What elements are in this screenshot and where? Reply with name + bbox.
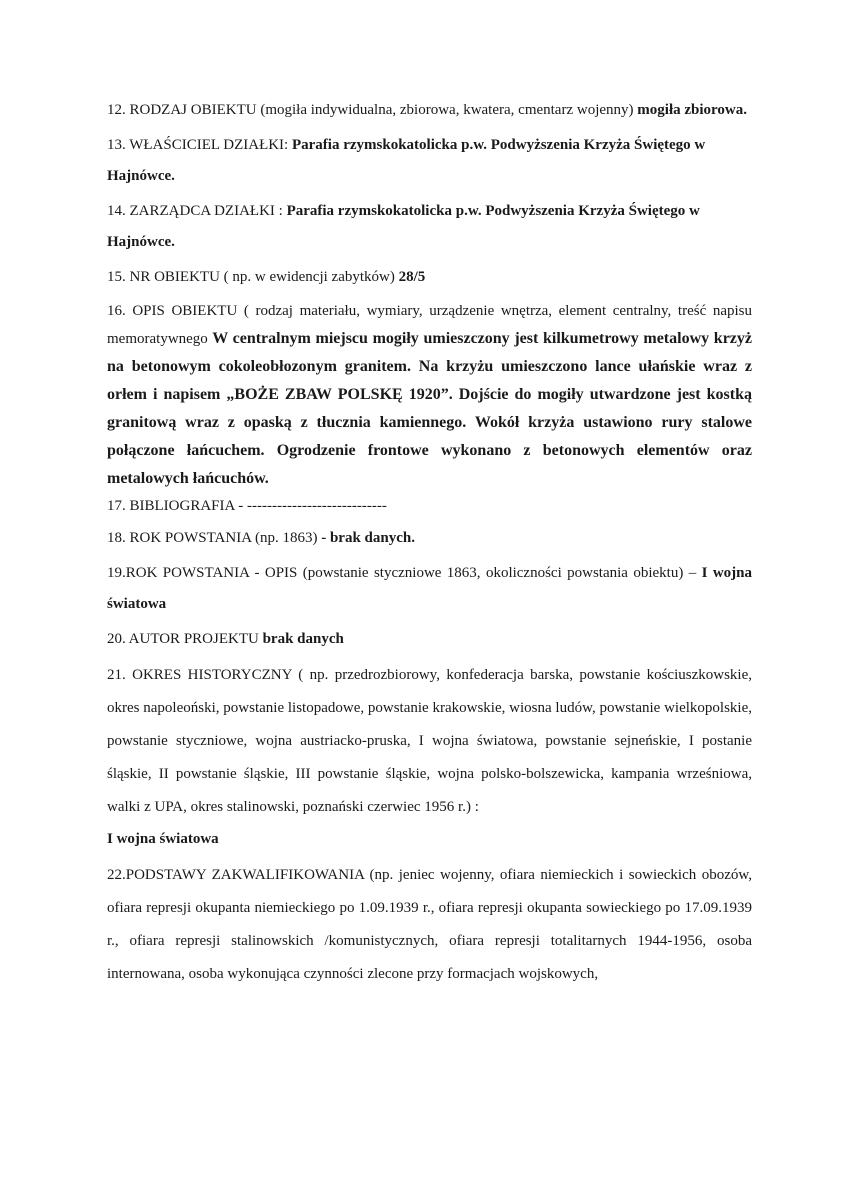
item-19-value: I wojna światowa <box>107 565 752 612</box>
item-21-label: 21. OKRES HISTORYCZNY ( np. przedrozbiorowy, konfederacja barska, powstanie kościuszkowskie, okres napoleoński, powstanie listopadowe, powstanie krakowskie, wiosna ludów, powstanie wielkopolskie, powstanie styczniowe, wojna austriacko-pruska, I wojna światowa, powstanie sejneńskie, I postanie śląskie, II powstanie śląskie, III powstanie śląskie, wojna polsko-bolszewicka, kampania wrześniowa, walki z UPA, okres stalinowski, poznański czerwiec 1956 r.) : <box>107 667 752 815</box>
item-16-object-description <box>107 297 752 493</box>
item-20-value: brak danych <box>262 631 344 647</box>
item-17-label: 17. BIBLIOGRAFIA - ---------------------------- <box>107 498 387 514</box>
item-16-value: W centralnym miejscu mogiły umieszczony jest kilkumetrowy metalowy krzyż na betonowym cokoleobłozonym granitem. Na krzyżu umieszczono lance ułańskie wraz z orłem i napisem „BOŻE ZBAW POLSKĘ 1920”. Dojście do mogiły utwardzone jest kostką granitową wraz z opaską z tłucznia kamiennego. Wokół krzyża ustawiono rury stalowe połączone łańcuchem. Ogrodzenie frontowe wykonano z betonowych elementów oraz metalowych łańcuchów. <box>107 330 753 487</box>
item-19-year-created-description <box>107 558 752 620</box>
item-18-label: 18. ROK POWSTANIA (np. 1863) <box>107 530 318 546</box>
item-21-historical-period <box>107 659 752 824</box>
item-13-plot-owner <box>107 130 752 192</box>
item-19-label: 19.ROK POWSTANIA - OPIS (powstanie styczniowe 1863, okoliczności powstania obiektu) – <box>107 565 697 581</box>
item-14-value: Parafia rzymskokatolicka p.w. Podwyższenia Krzyża Świętego w Hajnówce. <box>107 203 700 250</box>
item-21-value: I wojna światowa <box>107 831 219 847</box>
item-22-qualification-basis <box>107 859 752 991</box>
item-15-value: 28/5 <box>398 269 426 285</box>
item-18-value: - brak danych. <box>321 530 415 546</box>
item-15-object-number <box>107 262 752 293</box>
item-22-label: 22.PODSTAWY ZAKWALIFIKOWANIA (np. jeniec wojenny, ofiara niemieckich i sowieckich obozów, ofiara represji okupanta niemieckiego po 1.09.1939 r., ofiara represji okupanta sowieckiego po 17.09.1939 r., ofiara represji stalinowskich /komunistycznych, ofiara represji totalitarnych 1944-1956, osoba internowana, osoba wykonująca czynności zlecone przy formacjach wojskowych, <box>107 867 752 982</box>
item-14-plot-manager <box>107 196 752 258</box>
item-15-label: 15. NR OBIEKTU ( np. w ewidencji zabytków) <box>107 269 395 285</box>
item-13-value: Parafia rzymskokatolicka p.w. Podwyższenia Krzyża Świętego w Hajnówce. <box>107 137 706 184</box>
item-20-label: 20. AUTOR PROJEKTU <box>107 631 259 647</box>
item-13-label: 13. WŁAŚCICIEL DZIAŁKI: <box>107 137 289 153</box>
item-12-object-type <box>107 95 752 126</box>
document-page <box>107 95 752 991</box>
item-12-value: mogiła zbiorowa. <box>637 102 747 118</box>
item-16-label: 16. OPIS OBIEKTU ( rodzaj materiału, wymiary, urządzenie wnętrza, element centralny, treść napisu memoratywnego <box>107 303 752 347</box>
item-14-label: 14. ZARZĄDCA DZIAŁKI : <box>107 203 283 219</box>
item-17-bibliography <box>107 493 752 519</box>
item-18-year-created <box>107 523 752 554</box>
item-20-project-author <box>107 624 752 655</box>
item-12-label: 12. RODZAJ OBIEKTU (mogiła indywidualna, zbiorowa, kwatera, cmentarz wojenny) <box>107 102 634 118</box>
